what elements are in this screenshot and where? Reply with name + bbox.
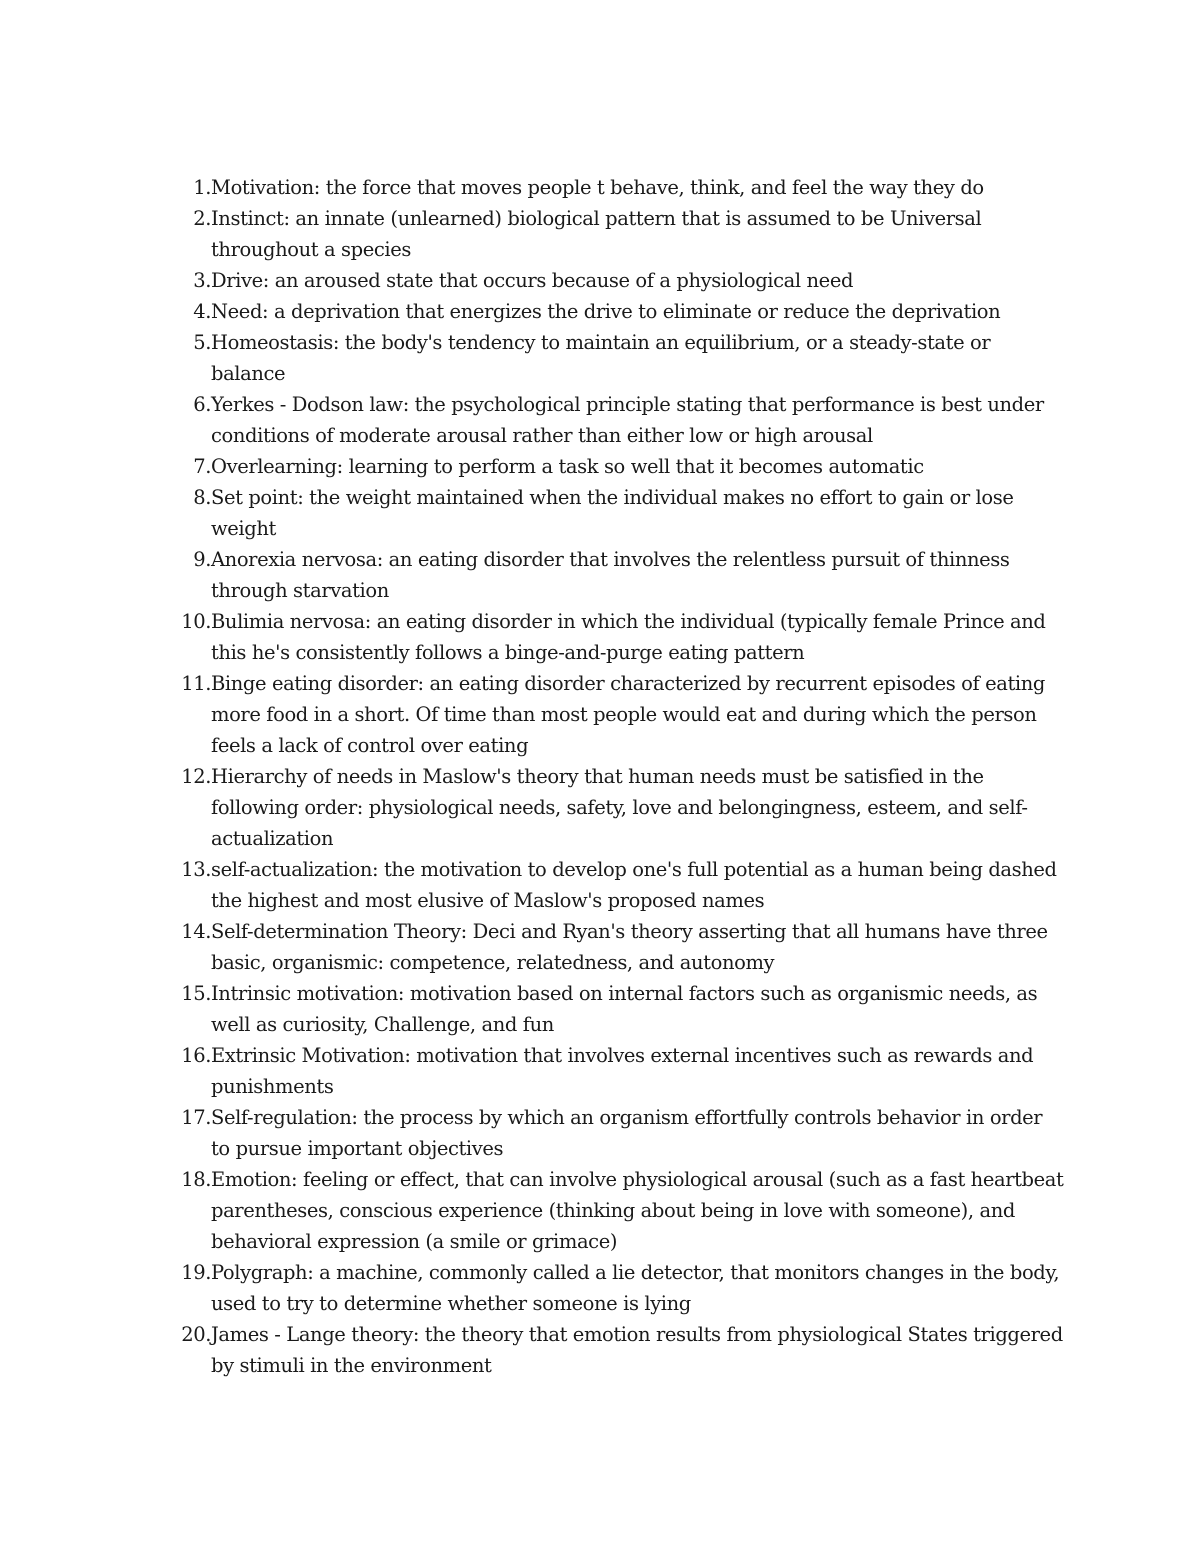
item-text: Instinct: an innate (unlearned) biological pattern that is assumed to be Universal throughout a species xyxy=(211,207,982,261)
item-text: Self-regulation: the process by which an organism effortfully controls behavior in order to pursue important objectives xyxy=(211,1106,1043,1160)
item-text: Hierarchy of needs in Maslow's theory that human needs must be satisfied in the following order: physiological needs, safety, love and belongingness, esteem, and self-actualization xyxy=(211,765,1028,850)
item-number: 2. xyxy=(193,207,211,230)
item-number: 9. xyxy=(193,548,211,571)
list-item xyxy=(166,1102,1066,1164)
list-item xyxy=(166,203,1066,265)
list-item xyxy=(166,1319,1066,1381)
item-text: Homeostasis: the body's tendency to maintain an equilibrium, or a steady-state or balance xyxy=(211,331,991,385)
list-item xyxy=(166,1040,1066,1102)
list-item xyxy=(166,389,1066,451)
item-text: Overlearning: learning to perform a task so well that it becomes automatic xyxy=(211,455,924,478)
list-item xyxy=(166,296,1066,327)
item-number: 14. xyxy=(181,920,211,943)
list-item xyxy=(166,265,1066,296)
item-number: 8. xyxy=(193,486,211,509)
item-number: 1. xyxy=(193,176,211,199)
item-number: 16. xyxy=(181,1044,211,1067)
item-number: 13. xyxy=(181,858,211,881)
list-item xyxy=(166,544,1066,606)
list-item xyxy=(166,606,1066,668)
item-number: 20. xyxy=(181,1323,211,1346)
item-text: Yerkes - Dodson law: the psychological principle stating that performance is best under conditions of moderate arousal rather than either low or high arousal xyxy=(211,393,1044,447)
item-number: 3. xyxy=(193,269,211,292)
list-item xyxy=(166,172,1066,203)
list-item xyxy=(166,761,1066,854)
item-number: 4. xyxy=(193,300,211,323)
list-item xyxy=(166,1164,1066,1257)
item-text: self-actualization: the motivation to develop one's full potential as a human being dashed the highest and most elusive of Maslow's proposed names xyxy=(211,858,1057,912)
item-text: Polygraph: a machine, commonly called a lie detector, that monitors changes in the body, used to try to determine whether someone is lying xyxy=(211,1261,1060,1315)
list-item xyxy=(166,1257,1066,1319)
item-number: 18. xyxy=(181,1168,211,1191)
item-text: Drive: an aroused state that occurs because of a physiological need xyxy=(211,269,854,292)
item-text: Self-determination Theory: Deci and Ryan's theory asserting that all humans have three basic, organismic: competence, relatedness, and autonomy xyxy=(211,920,1048,974)
list-item xyxy=(166,978,1066,1040)
item-number: 7. xyxy=(193,455,211,478)
item-text: Set point: the weight maintained when the individual makes no effort to gain or lose weight xyxy=(211,486,1014,540)
item-number: 5. xyxy=(193,331,211,354)
item-number: 19. xyxy=(181,1261,211,1284)
item-text: Emotion: feeling or effect, that can involve physiological arousal (such as a fast heartbeat parentheses, conscious experience (thinking about being in love with someone), and behavioral expression (a smile or grimace) xyxy=(211,1168,1064,1253)
item-text: Intrinsic motivation: motivation based on internal factors such as organismic needs, as well as curiosity, Challenge, and fun xyxy=(211,982,1038,1036)
item-number: 6. xyxy=(193,393,211,416)
list-item xyxy=(166,451,1066,482)
item-number: 15. xyxy=(181,982,211,1005)
item-text: James - Lange theory: the theory that emotion results from physiological States triggered by stimuli in the environment xyxy=(211,1323,1063,1377)
list-item xyxy=(166,327,1066,389)
list-item xyxy=(166,916,1066,978)
item-text: Anorexia nervosa: an eating disorder that involves the relentless pursuit of thinness through starvation xyxy=(211,548,1010,602)
item-text: Extrinsic Motivation: motivation that involves external incentives such as rewards and punishments xyxy=(211,1044,1034,1098)
item-number: 11. xyxy=(181,672,211,695)
item-number: 12. xyxy=(181,765,211,788)
list-item xyxy=(166,482,1066,544)
item-text: Bulimia nervosa: an eating disorder in which the individual (typically female Prince and this he's consistently follows a binge-and-purge eating pattern xyxy=(211,610,1046,664)
item-number: 10. xyxy=(181,610,211,633)
item-number: 17. xyxy=(181,1106,211,1129)
list-item xyxy=(166,668,1066,761)
item-text: Need: a deprivation that energizes the drive to eliminate or reduce the deprivation xyxy=(211,300,1001,323)
definition-list xyxy=(166,172,1066,1381)
item-text: Motivation: the force that moves people t behave, think, and feel the way they do xyxy=(211,176,984,199)
list-item xyxy=(166,854,1066,916)
item-text: Binge eating disorder: an eating disorder characterized by recurrent episodes of eating more food in a short. Of time than most people would eat and during which the person feels a lack of control over eating xyxy=(211,672,1046,757)
